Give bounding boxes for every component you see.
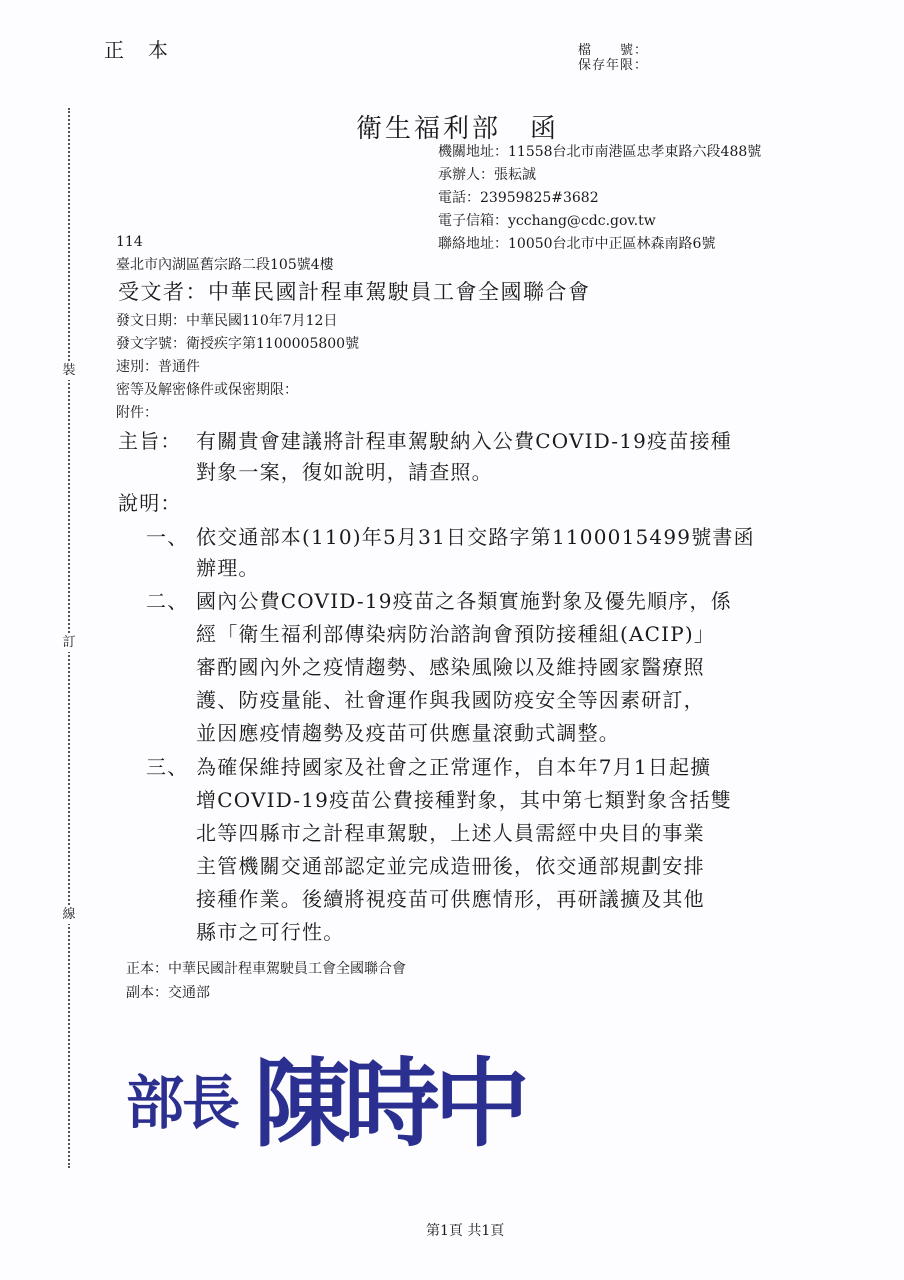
- svg-text:部長: 部長: [126, 1069, 239, 1137]
- explanation-item-line: 並因應疫情趨勢及疫苗可供應量滾動式調整。: [196, 721, 620, 745]
- issue-date: 發文日期：中華民國110年7月12日: [116, 313, 338, 329]
- explanation-item-line: 依交通部本(110)年5月31日交路字第1100015499號書函: [196, 525, 755, 549]
- explanation-item-line: 接種作業。後續將視疫苗可供應情形，再研議擴及其他: [196, 887, 705, 911]
- attachment: 附件：: [116, 405, 158, 421]
- explanation-item-line: 國內公費COVID-19疫苗之各類實施對象及優先順序，係: [196, 589, 732, 613]
- explanation-item-line: 主管機關交通部認定並完成造冊後，依交通部規劃安排: [196, 854, 705, 878]
- explanation-item-line: 增COVID-19疫苗公費接種對象，其中第七類對象含括雙: [196, 788, 732, 812]
- agency-info: [438, 141, 761, 256]
- speed-class: 速別：普通件: [116, 359, 200, 375]
- agency-email: 電子信箱：ycchang@cdc.gov.tw: [438, 213, 656, 229]
- page-number: 第1頁 共1頁: [426, 1223, 505, 1239]
- document-number: 發文字號：衛授疾字第1100005800號: [116, 336, 360, 352]
- explanation-label: 說明：: [118, 491, 182, 515]
- svg-text:陳時中: 陳時中: [254, 1047, 524, 1160]
- copy-recipient: 副本：交通部: [126, 985, 210, 1001]
- document-title: 衛生福利部 函: [356, 114, 560, 144]
- subject-label: 主旨：: [118, 429, 182, 453]
- signature-graphic: [126, 1025, 556, 1160]
- secrecy-level: 密等及解密條件或保密期限：: [116, 382, 298, 398]
- explanation-item-line: 縣市之可行性。: [196, 920, 345, 944]
- copy-type: 正 本: [104, 38, 170, 62]
- subject-line-2: 對象一案，復如說明，請查照。: [196, 460, 493, 484]
- explanation-item-line: 經「衛生福利部傳染病防治諮詢會預防接種組(ACIP)」: [196, 622, 716, 646]
- explanation-item-number: 二、: [146, 589, 189, 613]
- recipient-address: 臺北市內湖區舊宗路二段105號4樓: [116, 257, 334, 273]
- explanation-item-number: 一、: [146, 525, 189, 549]
- agency-contact: 承辦人：張耘誠: [438, 167, 536, 183]
- explanation-item-line: 辦理。: [196, 556, 260, 580]
- file-number-label: 檔 號：: [578, 43, 649, 58]
- agency-phone: 電話：23959825#3682: [438, 190, 599, 206]
- explanation-item-line: 北等四縣市之計程車駕駛，上述人員需經中央目的事業: [196, 821, 705, 845]
- retention-period-label: 保存年限：: [578, 58, 649, 73]
- agency-address: 機關地址：11558台北市南港區忠孝東路六段488號: [438, 144, 762, 160]
- original-recipient: 正本：中華民國計程車駕駛員工會全國聯合會: [126, 961, 406, 977]
- minister-signature-stamp: [126, 1025, 556, 1160]
- binding-mark-xian: 線: [60, 906, 78, 924]
- binding-mark-ding: 訂: [60, 634, 78, 652]
- subject-line-1: 有關貴會建議將計程車駕駛納入公費COVID-19疫苗接種: [196, 429, 732, 453]
- recipient-name: 受文者：中華民國計程車駕駛員工會全國聯合會: [118, 280, 591, 304]
- binding-mark-zhuang: 裝: [60, 362, 78, 380]
- explanation-item-line: 審酌國內外之疫情趨勢、感染風險以及維持國家醫療照: [196, 655, 705, 679]
- explanation-item-line: 為確保維持國家及社會之正常運作，自本年7月1日起擴: [196, 755, 712, 779]
- agency-mail-address: 聯絡地址：10050台北市中正區林森南路6號: [438, 236, 716, 252]
- explanation-item-number: 三、: [146, 755, 189, 779]
- document-meta: [116, 310, 359, 425]
- explanation-item-line: 護、防疫量能、社會運作與我國防疫安全等因素研訂，: [196, 688, 705, 712]
- postal-code: 114: [116, 234, 143, 250]
